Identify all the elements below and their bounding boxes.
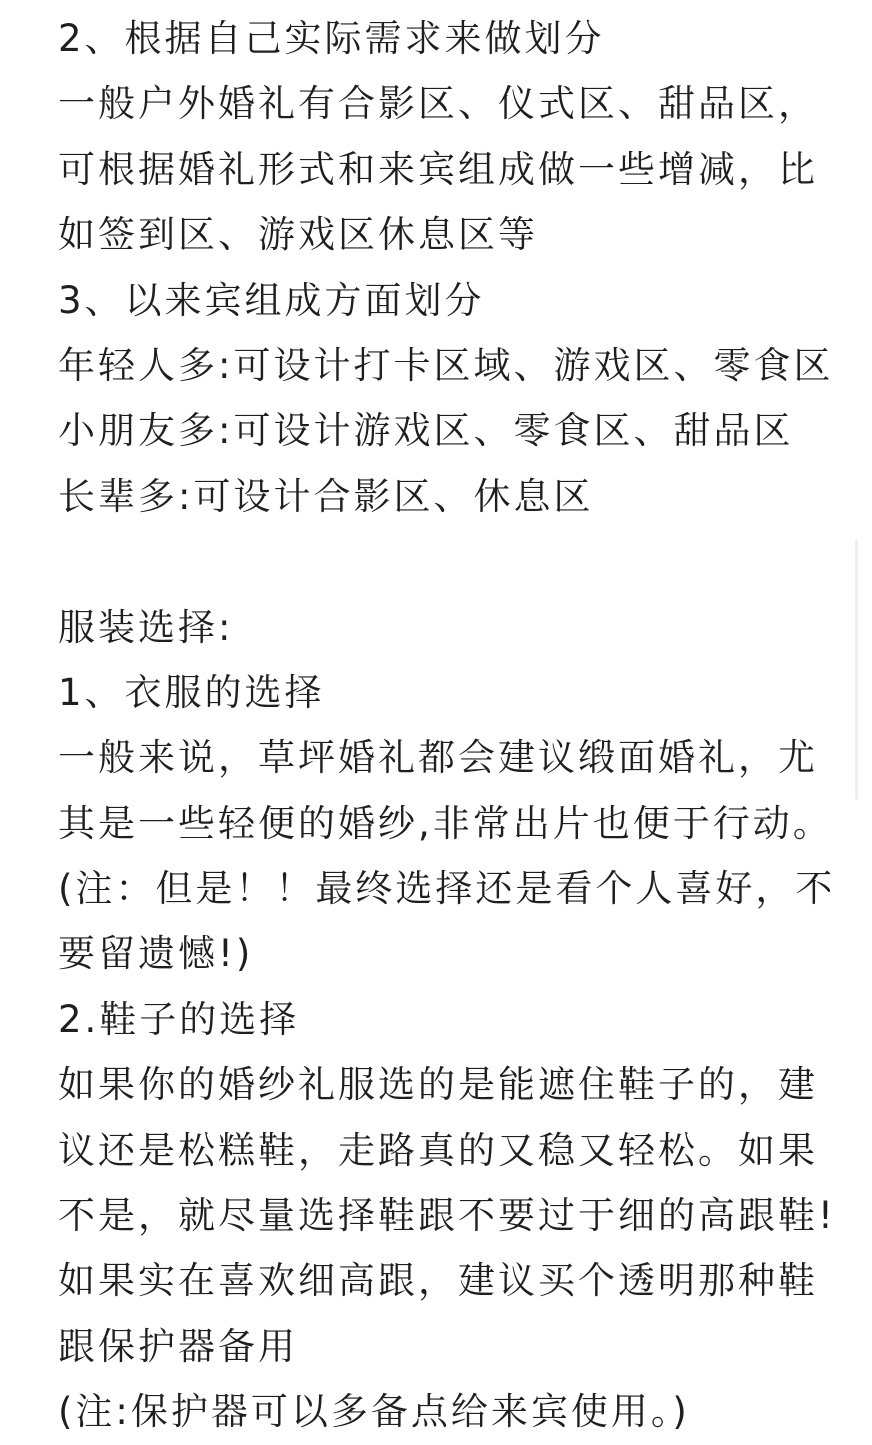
scrollbar[interactable] xyxy=(855,540,858,800)
text-line: 1、衣服的选择 xyxy=(58,670,325,714)
section-heading: 服装选择: xyxy=(58,605,234,649)
text-line: 跟保护器备用 xyxy=(58,1324,298,1368)
text-line: 要留遗憾!) xyxy=(58,932,254,976)
text-line: 2、根据自己实际需求来做划分 xyxy=(58,17,605,60)
text-line: 议还是松糕鞋，走路真的又稳又轻松。如果 xyxy=(58,1128,818,1172)
text-line: 3、以来宾组成方面划分 xyxy=(58,278,485,322)
text-line: 一般来说，草坪婚礼都会建议缎面婚礼，尤 xyxy=(58,736,818,780)
text-line: 如签到区、游戏区休息区等 xyxy=(58,213,538,257)
text-line: 不是，就尽量选择鞋跟不要过于细的高跟鞋! xyxy=(58,1194,836,1238)
text-line: 其是一些轻便的婚纱,非常出片也便于行动。 xyxy=(58,801,833,845)
text-line: 长辈多:可设计合影区、休息区 xyxy=(58,474,594,518)
text-line: 可根据婚礼形式和来宾组成做一些增减，比 xyxy=(58,147,818,191)
text-line: 2.鞋子的选择 xyxy=(58,997,300,1041)
text-line: (注：但是！！最终选择还是看个人喜好，不 xyxy=(58,867,836,911)
blank-line xyxy=(58,529,818,594)
text-line: (注:保护器可以多备点给来宾使用。) xyxy=(58,1390,690,1434)
text-line: 年轻人多:可设计打卡区域、游戏区、零食区 xyxy=(58,343,834,387)
text-line: 如果实在喜欢细高跟，建议买个透明那种鞋 xyxy=(58,1259,818,1303)
text-line: 如果你的婚纱礼服选的是能遮住鞋子的，建 xyxy=(58,1063,818,1107)
text-line: 小朋友多:可设计游戏区、零食区、甜品区 xyxy=(58,409,794,453)
article-text xyxy=(58,6,836,1445)
text-line: 一般户外婚礼有合影区、仪式区、甜品区， xyxy=(58,82,818,126)
